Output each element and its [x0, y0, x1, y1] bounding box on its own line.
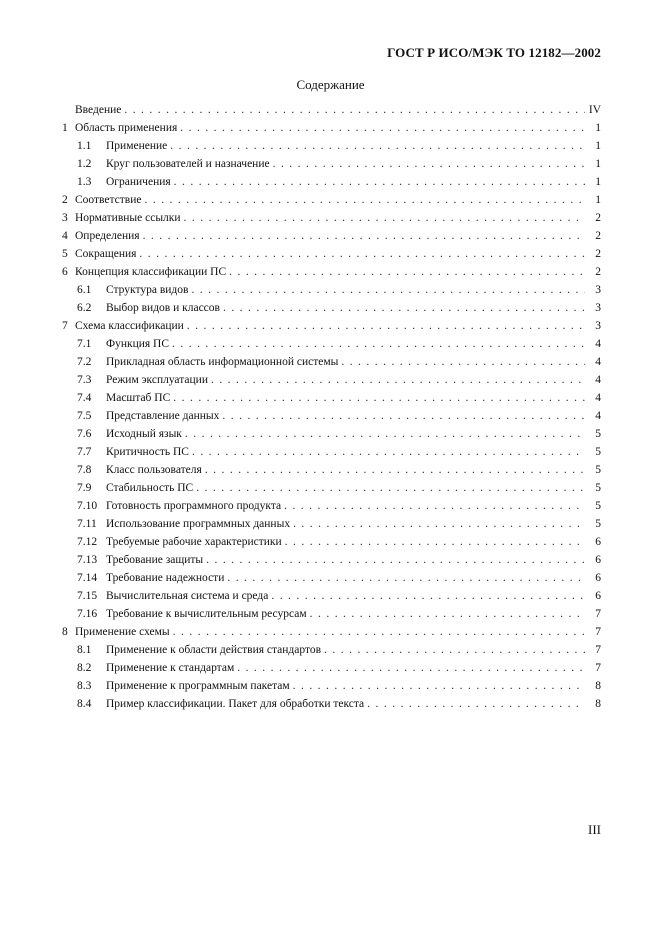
toc-entry-page: 7 — [595, 662, 601, 674]
toc-entry-number: 7.14 — [77, 572, 98, 584]
toc-entry-page: 1 — [595, 140, 601, 152]
toc-entry-number: 4 — [62, 230, 68, 242]
toc-entry — [62, 101, 601, 119]
toc-entry-title: Использование программных данных — [106, 518, 291, 530]
toc-leader-dots — [285, 533, 585, 551]
toc-entry — [62, 209, 601, 227]
toc-entry-title: Вычислительная система и среда — [106, 590, 269, 602]
toc-entry-number: 7.3 — [77, 374, 92, 386]
toc-entry-title: Применение схемы — [75, 626, 170, 638]
toc-leader-dots — [172, 335, 585, 353]
toc-entry-page: 2 — [595, 212, 601, 224]
toc-entry-number: 8.4 — [77, 698, 92, 710]
toc-leader-dots — [237, 659, 585, 677]
toc-entry — [62, 425, 601, 443]
toc-entry-page: 5 — [595, 464, 601, 476]
toc-leader-dots — [139, 245, 585, 263]
toc-leader-dots — [174, 173, 585, 191]
toc-entry-number: 1.3 — [77, 176, 92, 188]
toc-leader-dots — [367, 695, 585, 713]
toc-leader-dots — [173, 389, 585, 407]
toc-entry-number: 1 — [62, 122, 68, 134]
toc-entry-title: Функция ПС — [106, 338, 170, 350]
toc-entry-number: 8.1 — [77, 644, 92, 656]
toc-entry-title: Стабильность ПС — [106, 482, 194, 494]
toc-entry-page: 7 — [595, 608, 601, 620]
toc-entry-title: Применение к стандартам — [106, 662, 235, 674]
toc-entry — [62, 353, 601, 371]
toc-leader-dots — [143, 227, 585, 245]
toc-leader-dots — [196, 479, 585, 497]
toc-entry-title: Выбор видов и классов — [106, 302, 220, 314]
toc-entry — [62, 155, 601, 173]
toc-entry-title: Применение к программным пакетам — [106, 680, 290, 692]
toc-leader-dots — [229, 263, 585, 281]
toc-entry-number: 7.5 — [77, 410, 92, 422]
toc-entry-number: 7.6 — [77, 428, 92, 440]
toc-entry-page: 2 — [595, 248, 601, 260]
toc-entry-number: 7.1 — [77, 338, 92, 350]
toc-leader-dots — [145, 191, 586, 209]
toc-entry-page: 4 — [595, 338, 601, 350]
toc-entry-number: 1.2 — [77, 158, 92, 170]
toc-entry-page: 5 — [595, 446, 601, 458]
toc-entry-page: 1 — [595, 176, 601, 188]
toc-entry — [62, 623, 601, 641]
toc-entry-number: 8.2 — [77, 662, 92, 674]
toc-entry-page: 4 — [595, 374, 601, 386]
toc-entry-number: 2 — [62, 194, 68, 206]
toc-leader-dots — [223, 299, 585, 317]
toc-leader-dots — [170, 137, 585, 155]
toc-entry-title: Схема классификации — [75, 320, 184, 332]
toc-entry-page: 5 — [595, 482, 601, 494]
table-of-contents — [62, 101, 601, 713]
toc-leader-dots — [284, 497, 585, 515]
toc-entry — [62, 695, 601, 713]
toc-entry-page: 7 — [595, 626, 601, 638]
toc-leader-dots — [293, 677, 585, 695]
toc-entry-number: 7.7 — [77, 446, 92, 458]
toc-entry — [62, 191, 601, 209]
toc-entry-number: 6 — [62, 266, 68, 278]
toc-entry — [62, 227, 601, 245]
toc-entry-page: 5 — [595, 518, 601, 530]
toc-leader-dots — [191, 281, 585, 299]
toc-entry-title: Класс пользователя — [106, 464, 202, 476]
toc-leader-dots — [222, 407, 585, 425]
toc-entry-page: 5 — [595, 428, 601, 440]
toc-entry-page: 4 — [595, 392, 601, 404]
toc-leader-dots — [192, 443, 585, 461]
toc-leader-dots — [206, 551, 585, 569]
toc-entry-title: Требуемые рабочие характеристики — [106, 536, 282, 548]
toc-entry — [62, 389, 601, 407]
toc-entry-page: 4 — [595, 356, 601, 368]
toc-leader-dots — [227, 569, 585, 587]
toc-entry-number: 7.2 — [77, 356, 92, 368]
toc-entry-number: 3 — [62, 212, 68, 224]
toc-entry-number: 7.12 — [77, 536, 98, 548]
toc-entry-number: 7.4 — [77, 392, 92, 404]
toc-entry-title: Круг пользователей и назначение — [106, 158, 270, 170]
toc-entry-page: 3 — [595, 284, 601, 296]
toc-entry — [62, 515, 601, 533]
toc-entry-title: Представление данных — [106, 410, 220, 422]
toc-entry-number: 6.2 — [77, 302, 92, 314]
toc-entry-title: Область применения — [75, 122, 178, 134]
toc-entry-number: 8 — [62, 626, 68, 638]
toc-entry-number: 7.16 — [77, 608, 98, 620]
toc-entry-page: 3 — [595, 320, 601, 332]
toc-entry-title: Ограничения — [106, 176, 171, 188]
toc-entry — [62, 641, 601, 659]
toc-entry-title: Определения — [75, 230, 140, 242]
toc-leader-dots — [180, 119, 585, 137]
toc-entry — [62, 605, 601, 623]
toc-entry-number: 7.11 — [77, 518, 97, 530]
page-number: III — [588, 822, 601, 837]
toc-entry — [62, 299, 601, 317]
toc-entry — [62, 533, 601, 551]
toc-leader-dots — [173, 623, 585, 641]
toc-entry — [62, 281, 601, 299]
toc-entry — [62, 677, 601, 695]
toc-entry-title: Применение к области действия стандартов — [106, 644, 322, 656]
toc-entry-number: 7.8 — [77, 464, 92, 476]
toc-entry-number: 7.9 — [77, 482, 92, 494]
toc-entry-number: 7.15 — [77, 590, 98, 602]
toc-entry-title: Режим эксплуатации — [106, 374, 208, 386]
toc-entry — [62, 407, 601, 425]
toc-entry-title: Сокращения — [75, 248, 137, 260]
toc-entry — [62, 551, 601, 569]
toc-entry-title: Введение — [75, 104, 122, 116]
toc-entry — [62, 371, 601, 389]
toc-leader-dots — [271, 587, 585, 605]
toc-entry — [62, 497, 601, 515]
toc-entry-number: 7.10 — [77, 500, 98, 512]
toc-entry — [62, 245, 601, 263]
toc-entry-title: Пример классификации. Пакет для обработки текста — [106, 698, 365, 710]
toc-entry-number: 7.13 — [77, 554, 98, 566]
toc-entry — [62, 443, 601, 461]
document-header: ГОСТ Р ИСО/МЭК ТО 12182—2002 — [387, 45, 601, 60]
toc-entry-page: 6 — [595, 554, 601, 566]
toc-entry-page: 8 — [595, 698, 601, 710]
toc-leader-dots — [124, 101, 585, 119]
toc-entry-number: 1.1 — [77, 140, 92, 152]
toc-entry-title: Исходный язык — [106, 428, 182, 440]
toc-entry-page: 6 — [595, 572, 601, 584]
toc-entry — [62, 659, 601, 677]
toc-entry-page: 3 — [595, 302, 601, 314]
toc-entry-page: 1 — [595, 122, 601, 134]
toc-entry — [62, 263, 601, 281]
toc-entry-title: Требование защиты — [106, 554, 204, 566]
toc-entry-page: 2 — [595, 266, 601, 278]
toc-leader-dots — [324, 641, 585, 659]
toc-entry — [62, 317, 601, 335]
toc-entry-title: Масштаб ПС — [106, 392, 171, 404]
toc-entry-page: 6 — [595, 536, 601, 548]
toc-leader-dots — [184, 209, 585, 227]
toc-entry — [62, 479, 601, 497]
toc-entry-title: Требование надежности — [106, 572, 225, 584]
toc-entry-title: Готовность программного продукта — [106, 500, 282, 512]
toc-entry-number: 5 — [62, 248, 68, 260]
toc-entry-title: Прикладная область информационной системы — [106, 356, 339, 368]
toc-entry-number: 8.3 — [77, 680, 92, 692]
toc-entry-number: 7 — [62, 320, 68, 332]
toc-entry — [62, 461, 601, 479]
toc-entry-title: Структура видов — [106, 284, 189, 296]
toc-title: Содержание — [296, 77, 365, 92]
toc-leader-dots — [341, 353, 585, 371]
toc-entry-page: 8 — [595, 680, 601, 692]
toc-entry — [62, 173, 601, 191]
toc-entry-page: 4 — [595, 410, 601, 422]
toc-leader-dots — [185, 425, 585, 443]
toc-entry-page: 1 — [595, 194, 601, 206]
toc-entry-page: 7 — [595, 644, 601, 656]
toc-entry — [62, 119, 601, 137]
toc-entry-page: 2 — [595, 230, 601, 242]
toc-leader-dots — [310, 605, 585, 623]
toc-entry — [62, 335, 601, 353]
toc-entry — [62, 137, 601, 155]
toc-entry-title: Критичность ПС — [106, 446, 189, 458]
toc-entry-title: Требование к вычислительным ресурсам — [106, 608, 307, 620]
toc-entry-page: 5 — [595, 500, 601, 512]
toc-leader-dots — [293, 515, 585, 533]
toc-entry — [62, 569, 601, 587]
toc-leader-dots — [211, 371, 585, 389]
toc-entry-number: 6.1 — [77, 284, 92, 296]
toc-entry-page: 1 — [595, 158, 601, 170]
toc-leader-dots — [187, 317, 585, 335]
toc-entry-page: 6 — [595, 590, 601, 602]
toc-entry — [62, 587, 601, 605]
toc-entry-title: Концепция классификации ПС — [75, 266, 227, 278]
toc-leader-dots — [273, 155, 585, 173]
toc-leader-dots — [205, 461, 585, 479]
toc-entry-page: IV — [588, 104, 601, 116]
toc-entry-title: Применение — [106, 140, 168, 152]
toc-entry-title: Нормативные ссылки — [75, 212, 181, 224]
toc-entry-title: Соответствие — [75, 194, 142, 206]
